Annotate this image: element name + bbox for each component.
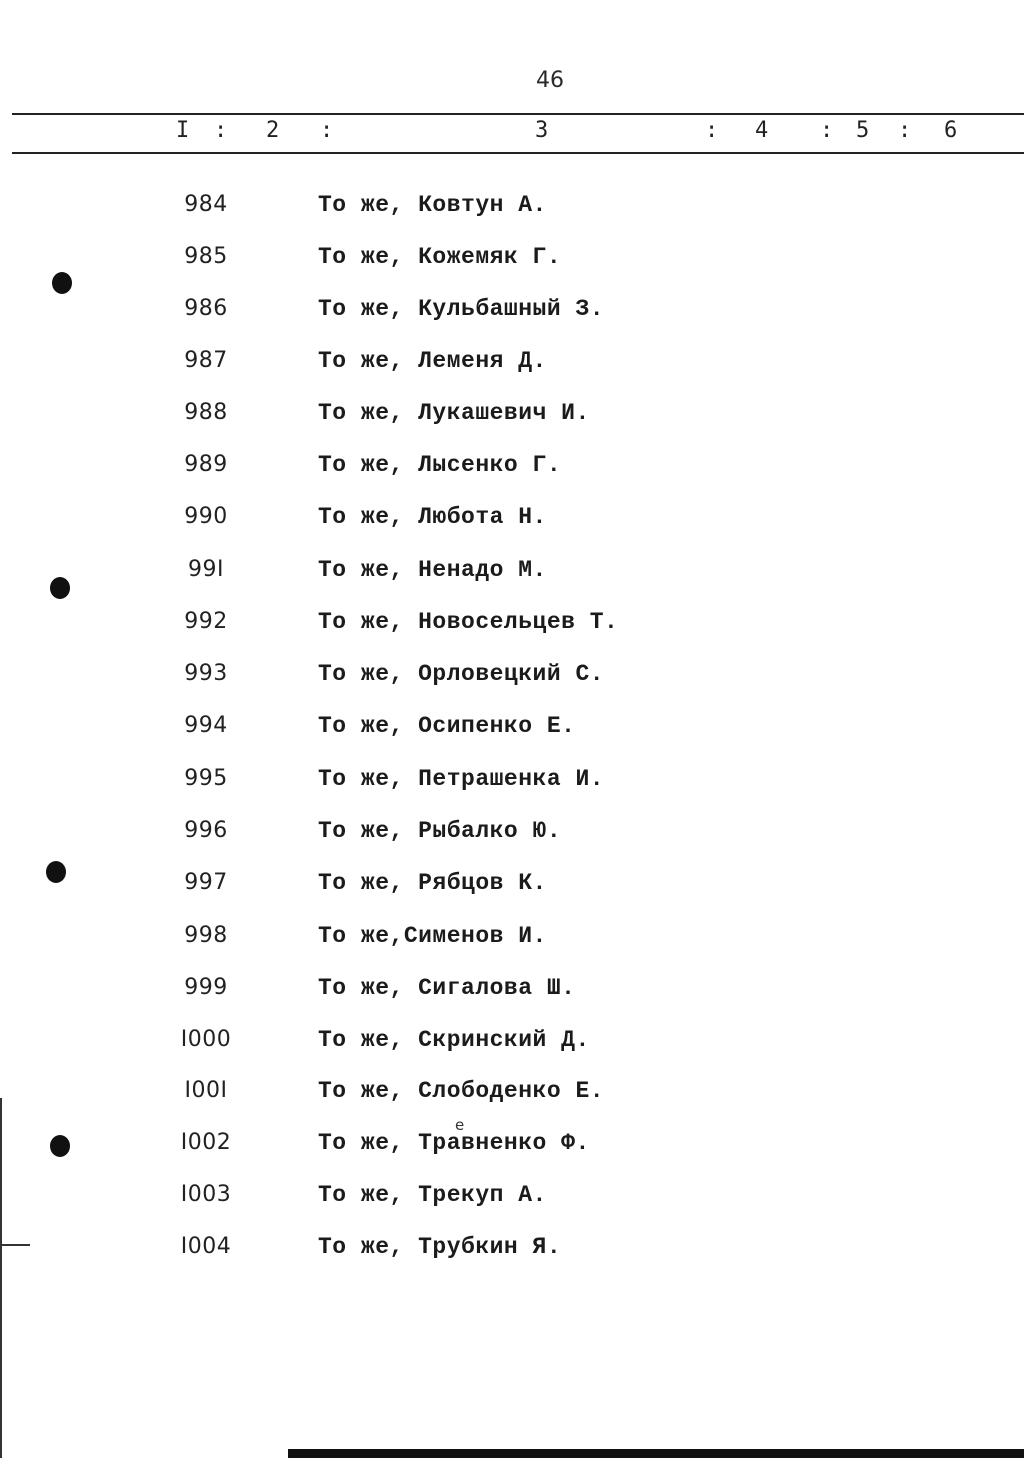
- record-number: 985: [184, 244, 228, 269]
- record-number: 986: [184, 296, 228, 321]
- record-description: То же, Кульбашный З.: [318, 296, 605, 322]
- list-item: [0, 818, 1024, 858]
- list-item: [0, 244, 1024, 284]
- list-item: [0, 766, 1024, 806]
- list-item: [0, 1078, 1024, 1118]
- record-number: 988: [184, 400, 228, 425]
- record-description: То же, Кожемяк Г.: [318, 244, 562, 270]
- record-description: То же, Слободенко Е.: [318, 1078, 605, 1104]
- record-description: То же, Орловецкий С.: [318, 661, 605, 687]
- record-description: То же, Травненко Ф.: [318, 1130, 590, 1156]
- record-number: 987: [184, 348, 228, 373]
- punch-hole-icon: [46, 861, 66, 883]
- list-item: [0, 661, 1024, 701]
- header-bottom-rule: [12, 152, 1024, 154]
- list-item: [0, 975, 1024, 1015]
- column-header-4: 4: [755, 118, 769, 143]
- record-number: I00I: [184, 1078, 228, 1103]
- record-description: То же, Петрашенка И.: [318, 766, 605, 792]
- record-number: 989: [184, 452, 228, 477]
- column-separator: :: [898, 118, 912, 143]
- record-description: То же, Рыбалко Ю.: [318, 818, 562, 844]
- record-number: 996: [184, 818, 228, 843]
- punch-hole-icon: [52, 272, 72, 294]
- column-header-1: I: [176, 118, 190, 143]
- list-item: [0, 870, 1024, 910]
- column-separator: :: [705, 118, 719, 143]
- list-item: [0, 348, 1024, 388]
- record-number: 998: [184, 923, 228, 948]
- handwritten-correction: е: [455, 1116, 465, 1134]
- record-number: 993: [184, 661, 228, 686]
- record-number: 995: [184, 766, 228, 791]
- punch-hole-icon: [50, 1135, 70, 1157]
- scan-edge-tick: [0, 1244, 30, 1246]
- record-description: То же,Сименов И.: [318, 923, 547, 949]
- scan-edge-line: [0, 1098, 2, 1458]
- record-description: То же, Леменя Д.: [318, 348, 547, 374]
- list-item: [0, 452, 1024, 492]
- record-description: То же, Скринский Д.: [318, 1027, 590, 1053]
- record-number: I000: [180, 1027, 232, 1052]
- column-header-6: 6: [944, 118, 958, 143]
- column-separator: :: [820, 118, 834, 143]
- record-description: То же, Осипенко Е.: [318, 713, 576, 739]
- column-header-3: 3: [535, 118, 549, 143]
- list-item: [0, 557, 1024, 597]
- record-number: 984: [184, 192, 228, 217]
- page-number: 46: [536, 68, 564, 93]
- list-item: [0, 1182, 1024, 1222]
- record-number: 992: [184, 609, 228, 634]
- list-item: [0, 923, 1024, 963]
- column-header-row: [0, 118, 1024, 148]
- record-number: I004: [180, 1234, 232, 1259]
- record-number: 99I: [188, 557, 224, 582]
- record-description: То же, Рябцов К.: [318, 870, 547, 896]
- list-item: [0, 1027, 1024, 1067]
- record-description: То же, Трубкин Я.: [318, 1234, 562, 1260]
- list-item: [0, 192, 1024, 232]
- column-separator: :: [320, 118, 334, 143]
- record-description: То же, Лукашевич И.: [318, 400, 590, 426]
- record-number: 999: [184, 975, 228, 1000]
- record-description: То же, Сигалова Ш.: [318, 975, 576, 1001]
- record-description: То же, Лысенко Г.: [318, 452, 562, 478]
- column-header-5: 5: [856, 118, 870, 143]
- record-description: То же, Ненадо М.: [318, 557, 547, 583]
- record-number: 997: [184, 870, 228, 895]
- header-top-rule: [12, 113, 1024, 115]
- list-item: [0, 1130, 1024, 1170]
- record-description: То же, Трекуп А.: [318, 1182, 547, 1208]
- record-number: I003: [180, 1182, 232, 1207]
- record-number: 994: [184, 713, 228, 738]
- list-item: [0, 296, 1024, 336]
- record-description: То же, Любота Н.: [318, 504, 547, 530]
- record-description: То же, Ковтун А.: [318, 192, 547, 218]
- list-item: [0, 1234, 1024, 1274]
- column-separator: :: [214, 118, 228, 143]
- list-item: [0, 609, 1024, 649]
- record-number: I002: [180, 1130, 232, 1155]
- record-number: 990: [184, 504, 228, 529]
- list-item: [0, 400, 1024, 440]
- scan-bottom-edge: [288, 1449, 1024, 1458]
- punch-hole-icon: [50, 577, 70, 599]
- list-item: [0, 713, 1024, 753]
- record-description: То же, Новосельцев Т.: [318, 609, 619, 635]
- list-item: [0, 504, 1024, 544]
- column-header-2: 2: [266, 118, 280, 143]
